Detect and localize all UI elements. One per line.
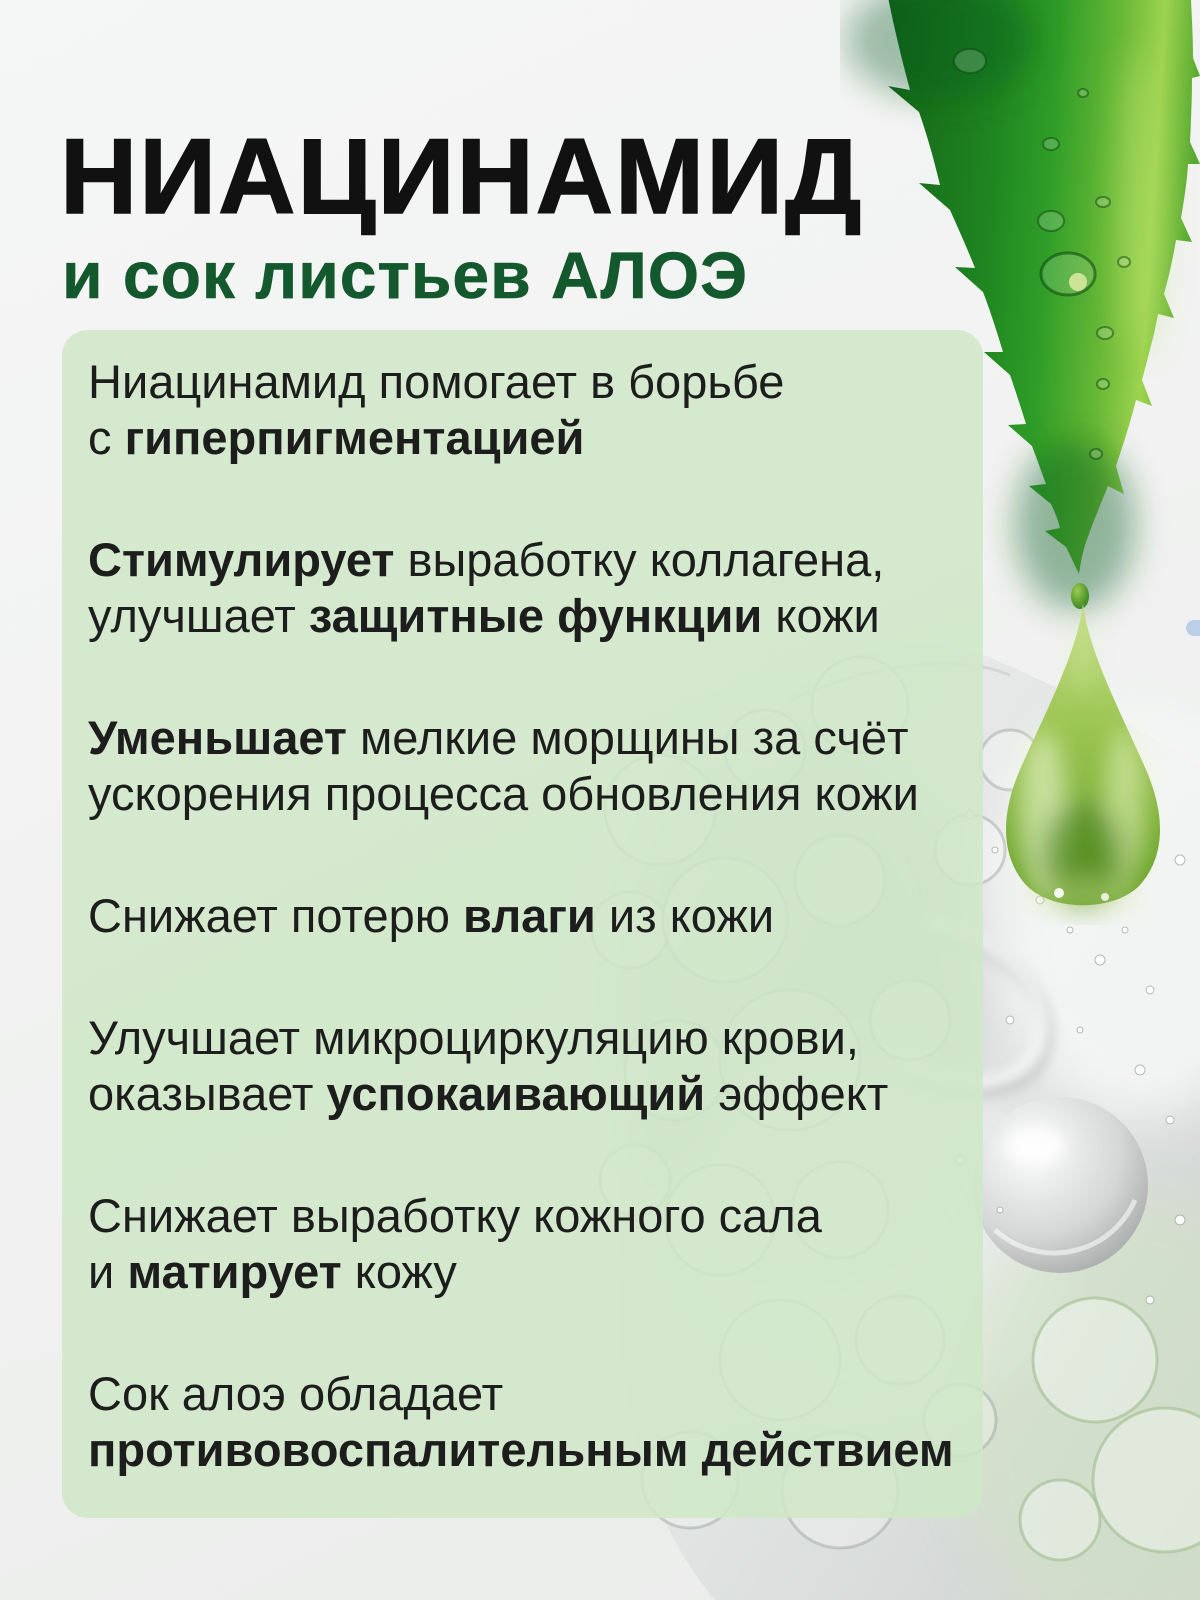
benefit-line: улучшает защитные функции кожи — [88, 589, 880, 642]
benefit-line: с гиперпигментацией — [88, 411, 585, 464]
page-subtitle: и сок листьев АЛОЭ — [62, 238, 749, 312]
benefit-line: оказывает успокаивающий эффект — [88, 1067, 889, 1120]
benefit-line: Уменьшает мелкие морщины за счёт — [88, 711, 909, 764]
benefit-line: ускорения процесса обновления кожи — [88, 767, 919, 820]
benefit-line: Сок алоэ обладает — [88, 1367, 504, 1420]
page-title: НИАЦИНАМИД — [60, 116, 864, 236]
benefit-line: Улучшает микроциркуляцию крови, — [88, 1011, 859, 1064]
benefit-line: Снижает потерю влаги из кожи — [88, 889, 775, 942]
benefit-line: Ниацинамид помогает в борьбе — [88, 355, 785, 408]
benefits-panel — [62, 330, 983, 1518]
benefit-line: и матирует кожу — [88, 1245, 457, 1298]
benefit-paragraph — [88, 1366, 965, 1478]
benefit-paragraph — [88, 1010, 965, 1122]
benefit-line: противовоспалительным действием — [88, 1423, 954, 1476]
benefit-line: Снижает выработку кожного сала — [88, 1189, 822, 1242]
benefit-paragraph — [88, 888, 965, 944]
benefit-paragraph — [88, 532, 965, 644]
blue-pill-decor — [1186, 620, 1200, 636]
benefit-line: Стимулирует выработку коллагена, — [88, 533, 885, 586]
benefit-paragraph — [88, 710, 965, 822]
benefit-paragraph — [88, 1188, 965, 1300]
green-drop-image — [975, 595, 1190, 925]
benefit-paragraph — [88, 354, 965, 466]
